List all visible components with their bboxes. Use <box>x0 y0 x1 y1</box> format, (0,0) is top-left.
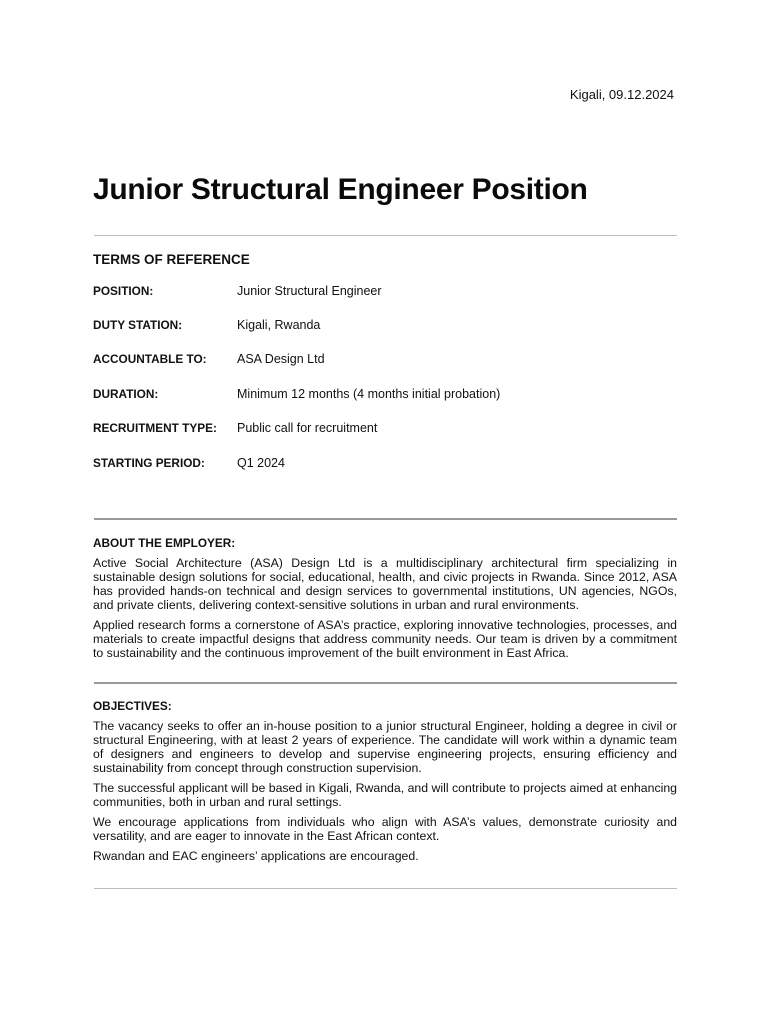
about-section <box>93 536 677 666</box>
page-title: Junior Structural Engineer Position <box>93 173 588 206</box>
terms-label: STARTING PERIOD: <box>93 456 205 470</box>
about-paragraph: Applied research forms a cornerstone of ASA’s practice, exploring innovative technologies, processes, and materials to create impactful designs that address community needs. Our team is driven by a commitment to sustainability and the continuous improvement of the built environment in East Africa. <box>93 618 677 660</box>
terms-value: Kigali, Rwanda <box>237 318 321 332</box>
terms-label: DURATION: <box>93 387 159 401</box>
about-heading: ABOUT THE EMPLOYER: <box>93 536 236 550</box>
objectives-paragraph: We encourage applications from individuals who align with ASA’s values, demonstrate curiosity and versatility, and are eager to innovate in the East African context. <box>93 815 677 843</box>
terms-label: RECRUITMENT TYPE: <box>93 421 217 435</box>
terms-value: Public call for recruitment <box>237 421 378 435</box>
title-divider <box>94 235 677 236</box>
terms-label: ACCOUNTABLE TO: <box>93 352 207 366</box>
terms-value: ASA Design Ltd <box>237 352 325 366</box>
section-divider <box>94 888 677 889</box>
objectives-heading: OBJECTIVES: <box>93 699 172 713</box>
objectives-paragraph: The vacancy seeks to offer an in-house position to a junior structural Engineer, holding a degree in civil or structural Engineering, with at least 2 years of experience. The candidate will work within a dynamic team of designers and engineers to develop and supervise engineering projects, ensuring efficiency and sustainability from concept through construction supervision. <box>93 719 677 775</box>
section-divider <box>94 682 677 684</box>
objectives-paragraph: The successful applicant will be based in Kigali, Rwanda, and will contribute to projects aimed at enhancing communities, both in urban and rural settings. <box>93 781 677 809</box>
terms-heading: TERMS OF REFERENCE <box>93 252 250 267</box>
section-divider <box>94 518 677 520</box>
terms-value: Minimum 12 months (4 months initial probation) <box>237 387 501 401</box>
objectives-paragraph: Rwandan and EAC engineers’ applications are encouraged. <box>93 849 419 863</box>
about-paragraph: Active Social Architecture (ASA) Design Ltd is a multidisciplinary architectural firm specializing in sustainable design solutions for social, educational, health, and civic projects in Rwanda. Since 2012, ASA has provided hands-on technical and design services to governmental institutions, UN agencies, NGOs, and private clients, delivering context-sensitive solutions in urban and rural environments. <box>93 556 677 612</box>
terms-value: Q1 2024 <box>237 456 285 470</box>
terms-label: DUTY STATION: <box>93 318 183 332</box>
terms-label: POSITION: <box>93 284 154 298</box>
objectives-section <box>93 699 677 869</box>
document-date: Kigali, 09.12.2024 <box>569 87 674 102</box>
terms-value: Junior Structural Engineer <box>237 284 382 298</box>
